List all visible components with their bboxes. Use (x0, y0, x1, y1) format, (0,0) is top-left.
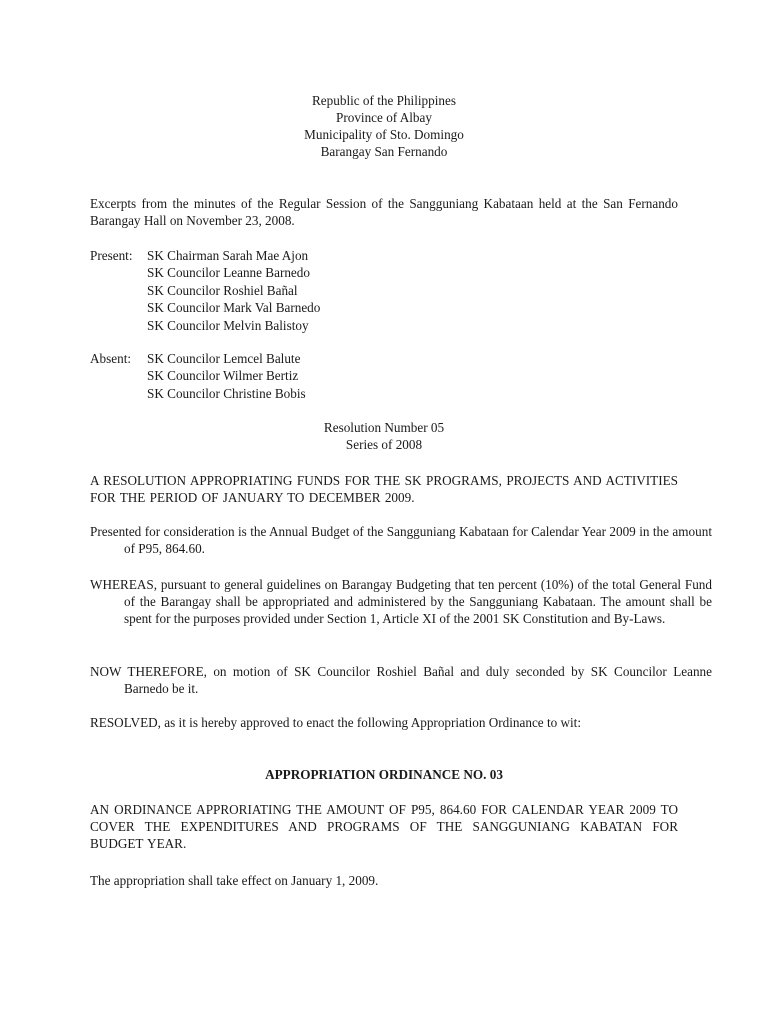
absent-member: SK Councilor Lemcel Balute (147, 351, 301, 366)
letterhead-barangay: Barangay San Fernando (320, 144, 448, 159)
absent-row (90, 385, 678, 402)
resolution-number: Resolution Number 05 (323, 420, 445, 435)
excerpt-paragraph: Excerpts from the minutes of the Regular Session of the Sangguniang Kabataan held at the San Fernando Barangay Hall on November 23, 2008. (90, 196, 678, 228)
absent-list (90, 350, 678, 402)
effectivity-paragraph: The appropriation shall take effect on January 1, 2009. (90, 873, 379, 888)
present-member: SK Councilor Mark Val Barnedo (147, 300, 321, 316)
present-row (90, 282, 678, 299)
present-member: SK Councilor Melvin Balistoy (147, 317, 309, 333)
resolution-series: Series of 2008 (345, 437, 423, 452)
present-label: Present: (90, 248, 133, 263)
absent-row (90, 350, 678, 367)
present-list (90, 247, 678, 334)
present-member: SK Councilor Roshiel Bañal (147, 282, 298, 298)
present-row (90, 247, 678, 264)
whereas-paragraph: WHEREAS, pursuant to general guidelines on Barangay Budgeting that ten percent (10%) of the total General Fund of the Barangay shall be appropriated and administered by the Sangguniang Kabataan. The amount shall be spent for the purposes provided under Section 1, Article XI of the 2001 SK Constitution and By-Laws. (90, 577, 712, 626)
letterhead-republic: Republic of the Philippines (312, 93, 456, 108)
present-member: SK Chairman Sarah Mae Ajon (147, 248, 309, 263)
resolution-number-block (90, 419, 678, 453)
present-row (90, 317, 678, 334)
ordinance-text: AN ORDINANCE APPRORIATING THE AMOUNT OF P95, 864.60 FOR CALENDAR YEAR 2009 TO COVER THE EXPENDITURES AND PROGRAMS OF THE SANGGUNIANG KABATAN FOR BUDGET YEAR. (90, 802, 678, 851)
present-member: SK Councilor Leanne Barnedo (147, 265, 310, 281)
absent-label: Absent: (90, 351, 132, 366)
letterhead-municipality: Municipality of Sto. Domingo (304, 127, 464, 142)
absent-member: SK Councilor Christine Bobis (147, 385, 306, 401)
absent-member: SK Councilor Wilmer Bertiz (147, 368, 299, 384)
letterhead-province: Province of Albay (336, 110, 432, 125)
presented-paragraph: Presented for consideration is the Annual Budget of the Sangguniang Kabataan for Calendar Year 2009 in the amount of P95, 864.60. (90, 524, 712, 556)
now-therefore-paragraph: NOW THEREFORE, on motion of SK Councilor Roshiel Bañal and duly seconded by SK Councilor Leanne Barnedo be it. (90, 664, 712, 696)
resolution-title: A RESOLUTION APPROPRIATING FUNDS FOR THE SK PROGRAMS, PROJECTS AND ACTIVITIES FOR THE PERIOD OF JANUARY TO DECEMBER 2009. (90, 473, 678, 505)
absent-row (90, 367, 678, 384)
present-row (90, 299, 678, 316)
ordinance-heading: APPROPRIATION ORDINANCE NO. 03 (265, 767, 503, 782)
resolved-paragraph: RESOLVED, as it is hereby approved to enact the following Appropriation Ordinance to wit: (90, 715, 582, 730)
letterhead (90, 92, 678, 160)
present-row (90, 264, 678, 281)
